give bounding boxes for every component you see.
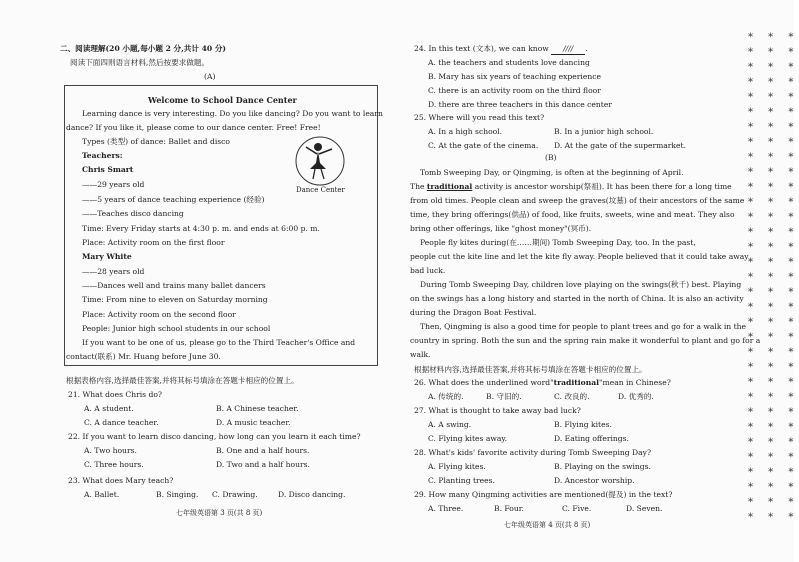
q29: 29. How many Qingming activities are mentioned(提及) in the text? [414, 490, 673, 499]
passage-b-line-10: on the swings has a long history and started in the north of China. It is also an activity [410, 294, 744, 303]
q24-b: B. Mary has six years of teaching experience [428, 72, 601, 81]
teacher1-time: Time: Every Friday starts at 4:30 p. m. and ends at 6:00 p. m. [82, 224, 320, 233]
dancer-logo-caption: Dance Center [296, 186, 345, 194]
q27-b: B. Flying kites. [554, 420, 612, 429]
star-row: * * * [748, 77, 799, 88]
star-row: * * * [748, 392, 799, 403]
star-row: * * * [748, 182, 799, 193]
star-row: * * * [748, 452, 799, 463]
q25-c: C. At the gate of the cinema. [428, 141, 539, 150]
star-row: * * * [748, 287, 799, 298]
q26-text-end: "mean in Chinese? [599, 378, 671, 387]
q28-a: A. Flying kites. [428, 462, 486, 471]
q29-a: A. Three. [428, 504, 464, 513]
q27-a: A. A swing. [428, 420, 472, 429]
passage-b-line-5: bring other offerings, like "ghost money"(冥币). [410, 224, 592, 233]
left-instruction: 根据表格内容,选择最佳答案,并将其标号填涂在答题卡相应的位置上。 [66, 376, 299, 385]
passage-b-line-2 [410, 182, 732, 192]
notice-intro-2: dance? If you like it, please come to our dance center. Free! Free! [66, 123, 321, 132]
star-row: * * * [748, 422, 799, 433]
q24-c: C. there is an activity room on the third floor [428, 86, 601, 95]
footer-left: 七年级英语第 3 页(共 8 页) [176, 509, 263, 517]
q22-b: B. One and a half hours. [216, 446, 310, 455]
q23: 23. What does Mary teach? [68, 476, 174, 485]
q24-blank: //// [551, 44, 585, 55]
q26-b: B. 守旧的. [486, 392, 522, 401]
notice-teachers: Teachers: [82, 151, 123, 160]
q23-b: B. Singing. [156, 490, 199, 499]
q25: 25. Where will you read this text? [414, 113, 545, 122]
star-row: * * * [748, 332, 799, 343]
q28: 28. What's kids' favorite activity during Tomb Sweeping Day? [414, 448, 652, 457]
part-b-label: (B) [545, 153, 557, 162]
q22-c: C. Three hours. [84, 460, 144, 469]
star-row: * * * [748, 272, 799, 283]
star-row: * * * [748, 347, 799, 358]
star-row: * * * [748, 407, 799, 418]
q21-b: B. A Chinese teacher. [216, 404, 299, 413]
q28-c: C. Planting trees. [428, 476, 495, 485]
teacher2-time: Time: From nine to eleven on Saturday morning [82, 295, 268, 304]
q29-d: D. Seven. [626, 504, 663, 513]
q23-a: A. Ballet. [84, 490, 120, 499]
star-row: * * * [748, 212, 799, 223]
q23-d: D. Disco dancing. [278, 490, 346, 499]
star-row: * * * [748, 197, 799, 208]
passage-b-line-14: walk. [410, 350, 431, 359]
q29-c: C. Five. [562, 504, 592, 513]
passage-b-line-12: Then, Qingming is also a good time for people to plant trees and go for a walk in the [420, 322, 747, 331]
underlined-traditional: traditional [426, 182, 473, 191]
q28-b: B. Playing on the swings. [554, 462, 651, 471]
dancer-logo [288, 133, 352, 197]
right-instruction: 根据材料内容,选择最佳答案,并将其标号填涂在答题卡相应的位置上。 [414, 365, 647, 374]
q26-word: traditional [553, 378, 600, 387]
passage-b-line-13: country in spring. Both the sun and the spring rain make it wonderful to plant and go for a [410, 336, 761, 345]
star-row: * * * [748, 482, 799, 493]
star-row: * * * [748, 242, 799, 253]
star-row: * * * [748, 302, 799, 313]
passage-b-the: The [410, 182, 425, 191]
passage-b-line-11: during the Dragon Boat Festival. [410, 308, 537, 317]
notice-intro-1: Learning dance is very interesting. Do you like dancing? Do you want to learn [82, 109, 383, 118]
star-row: * * * [748, 167, 799, 178]
teacher1-teaches: ——Teaches disco dancing [82, 209, 184, 218]
passage-b-line-7: people cut the kite line and let the kite fly away. People believed that it could take away [410, 252, 749, 261]
q27: 27. What is thought to take away bad luck? [414, 406, 581, 415]
notice-people: People: Junior high school students in our school [82, 324, 271, 333]
q27-d: D. Eating offerings. [554, 434, 629, 443]
q21-d: D. A music teacher. [216, 418, 291, 427]
q24: 24. In this text (文本), we can know //// . [414, 44, 588, 53]
teacher1-place: Place: Activity room on the first floor [82, 238, 225, 247]
q26-text: 26. What does the underlined word" [414, 378, 554, 387]
teacher2-age: ——28 years old [82, 267, 145, 276]
star-row: * * * [748, 467, 799, 478]
q22-d: D. Two and a half hours. [216, 460, 310, 469]
teacher2-name: Mary White [82, 252, 132, 261]
passage-b-line-2-rest: activity is ancestor worship(祭祖). It has been there for a long time [474, 182, 732, 191]
notice-title: Welcome to School Dance Center [148, 95, 297, 105]
q28-d: D. Ancestor worship. [554, 476, 635, 485]
star-row: * * * [748, 512, 799, 523]
teacher2-place: Place: Activity room on the second floor [82, 310, 236, 319]
teacher1-name: Chris Smart [82, 165, 134, 174]
star-row: * * * [748, 92, 799, 103]
q25-d: D. At the gate of the supermarket. [554, 141, 686, 150]
q26 [414, 378, 671, 388]
instruction: 阅读下面四则语言材料,然后按要求做题。 [70, 58, 210, 67]
star-margin [748, 30, 799, 525]
teacher2-skill: ——Dances well and trains many ballet dancers [82, 281, 266, 290]
star-row: * * * [748, 257, 799, 268]
star-row: * * * [748, 377, 799, 388]
teacher1-exp: ——5 years of dance teaching experience (经验) [82, 195, 265, 204]
teacher1-age: ——29 years old [82, 180, 145, 189]
notice-contact-2: contact(联系) Mr. Huang before June 30. [66, 352, 221, 361]
section-title: 二、阅读理解(20 小题,每小题 2 分,共计 40 分) [60, 44, 227, 53]
q24-text: 24. In this text (文本), we can know [414, 44, 549, 53]
notice-contact-1: If you want to be one of us, please go to the Third Teacher's Office and [82, 338, 356, 347]
q22-a: A. Two hours. [84, 446, 137, 455]
star-row: * * * [748, 47, 799, 58]
q26-d: D. 优秀的. [618, 392, 654, 401]
q25-a: A. In a high school. [428, 127, 503, 136]
q23-c: C. Drawing. [212, 490, 258, 499]
star-row: * * * [748, 152, 799, 163]
passage-b-line-9: During Tomb Sweeping Day, children love playing on the swings(秋千) best. Playing [420, 280, 742, 289]
footer-right: 七年级英语第 4 页(共 8 页) [504, 521, 591, 529]
star-row: * * * [748, 317, 799, 328]
star-row: * * * [748, 437, 799, 448]
star-row: * * * [748, 137, 799, 148]
star-row: * * * [748, 227, 799, 238]
star-row: * * * [748, 362, 799, 373]
star-row: * * * [748, 62, 799, 73]
star-row: * * * [748, 497, 799, 508]
part-a-label: (A) [204, 72, 216, 81]
star-row: * * * [748, 122, 799, 133]
passage-b-line-6: People fly kites during(在……期间) Tomb Sweeping Day, too. In the past, [420, 238, 696, 247]
passage-b-line-4: time, they bring offerings(供品) of food, like fruits, sweets, wine and meat. They also [410, 210, 735, 219]
q25-b: B. In a junior high school. [554, 127, 654, 136]
q26-a: A. 传统的. [428, 392, 464, 401]
q22: 22. If you want to learn disco dancing, how long can you learn it each time? [68, 432, 361, 441]
notice-types: Types (类型) of dance: Ballet and disco [82, 137, 230, 146]
q26-c: C. 改良的. [554, 392, 590, 401]
q21-a: A. A student. [84, 404, 134, 413]
q21-c: C. A dance teacher. [84, 418, 159, 427]
q21: 21. What does Chris do? [68, 390, 162, 399]
passage-b-line-3: from old times. People clean and sweep the graves(坟墓) of their ancestors of the same [410, 196, 745, 205]
passage-b-line-1: Tomb Sweeping Day, or Qingming, is often at the beginning of April. [420, 168, 684, 177]
q27-c: C. Flying kites away. [428, 434, 508, 443]
passage-b-line-8: bad luck. [410, 266, 446, 275]
q24-d: D. there are three teachers in this dance center [428, 100, 612, 109]
q29-b: B. Four. [494, 504, 524, 513]
q24-a: A. the teachers and students love dancing [428, 58, 590, 67]
star-row: * * * [748, 32, 799, 43]
star-row: * * * [748, 107, 799, 118]
